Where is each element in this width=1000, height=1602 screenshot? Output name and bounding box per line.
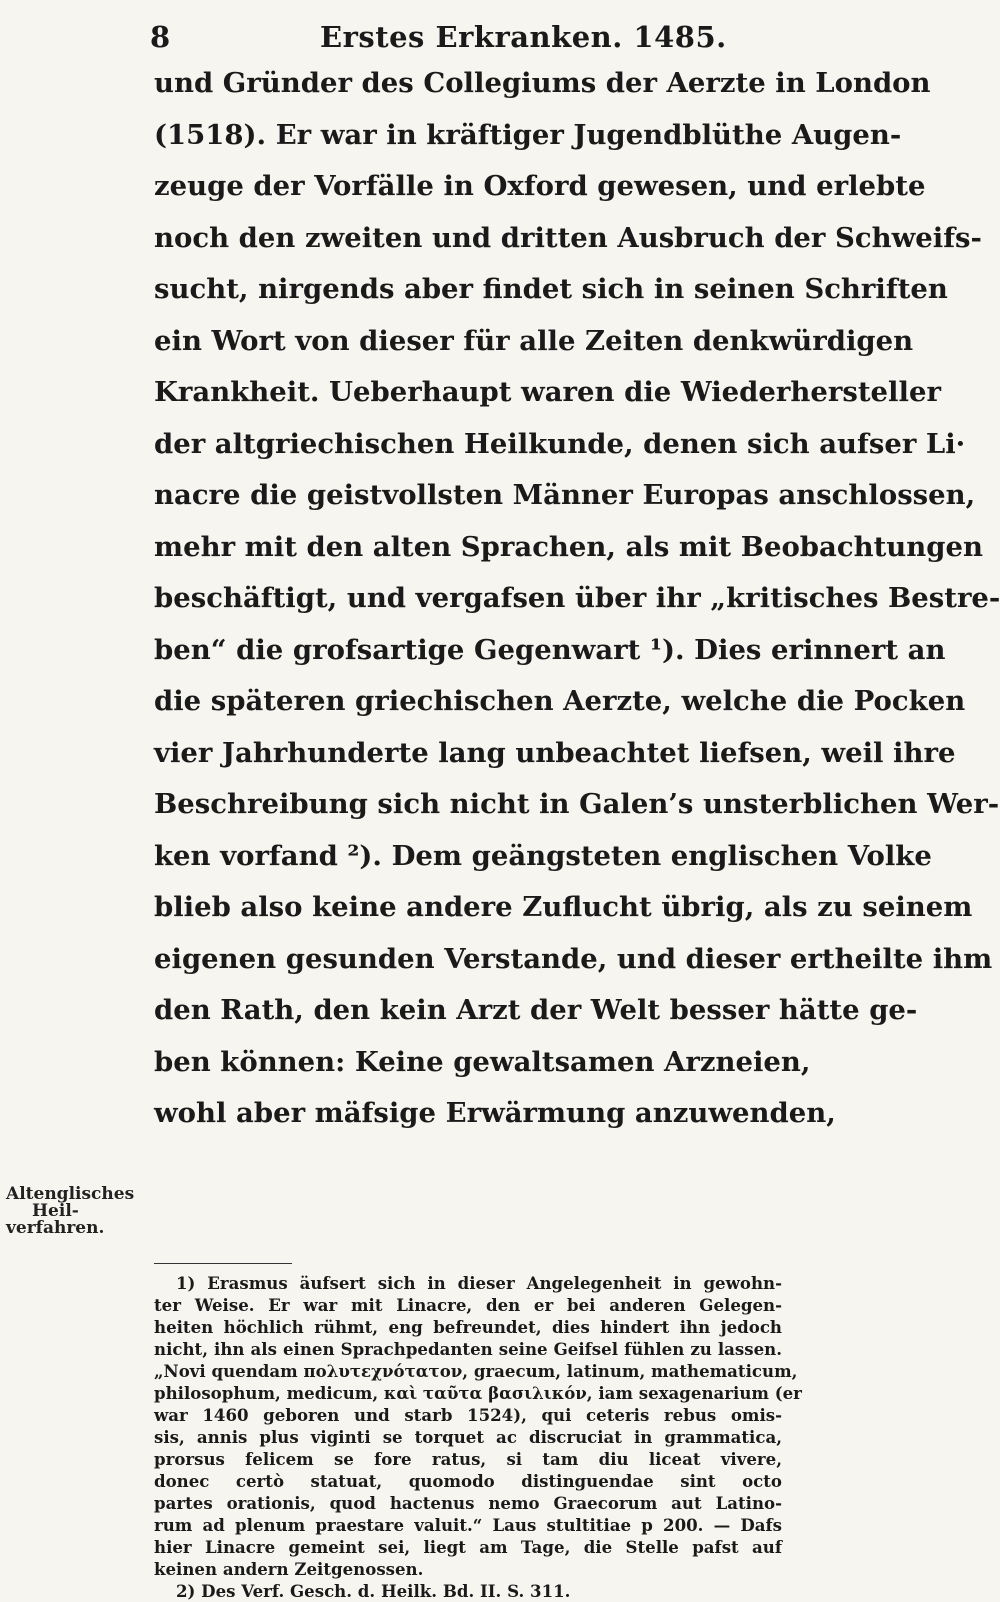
text-line: eigenen gesunden Verstande, und dieser ertheilte ihm — [154, 942, 993, 975]
margin-note-line: Heil- — [32, 1201, 79, 1221]
footnote-line: partes orationis, quod hactenus nemo Graecorum aut Latino- — [154, 1493, 782, 1513]
text-line: Krankheit. Ueberhaupt waren die Wiederhersteller — [154, 376, 941, 408]
footnote-line: rum ad plenum praestare valuit.“ Laus stultitiae p 200. — Dafs — [154, 1515, 782, 1535]
text-line: den Rath, den kein Arzt der Welt besser hätte ge- — [154, 994, 918, 1026]
running-title: Erstes Erkranken. 1485. — [320, 20, 727, 54]
footnote-line: 1) Erasmus äufsert sich in dieser Angelegenheit in gewohn- — [176, 1273, 782, 1293]
text-line: mehr mit den alten Sprachen, als mit Beobachtungen — [154, 530, 983, 563]
text-line: vier Jahrhunderte lang unbeachtet liefsen, weil ihre — [154, 736, 956, 769]
footnote-line: prorsus felicem se fore ratus, si tam diu liceat vivere, — [154, 1449, 782, 1469]
footnote-line: hier Linacre gemeint sei, liegt am Tage, die Stelle pafst auf — [154, 1537, 782, 1557]
text-line: Beschreibung sich nicht in Galen’s unsterblichen Wer- — [154, 788, 1000, 820]
text-line: zeuge der Vorfälle in Oxford gewesen, und erlebte — [154, 170, 926, 202]
footnote-line: heiten höchlich rühmt, eng befreundet, dies hindert ihn jedoch — [154, 1317, 782, 1337]
margin-note-line: verfahren. — [6, 1218, 105, 1238]
text-line: blieb also keine andere Zuflucht übrig, als zu seinem — [154, 891, 973, 923]
footnote-line: 2) Des Verf. Gesch. d. Heilk. Bd. II. S. 311. — [176, 1581, 571, 1601]
footnote-line: „Novi quendam πολυτεχνότατον, graecum, latinum, mathematicum, — [154, 1361, 798, 1381]
margin-note — [6, 1186, 156, 1237]
text-line: sucht, nirgends aber findet sich in seinen Schriften — [154, 273, 948, 305]
running-header — [150, 20, 727, 60]
text-line: und Gründer des Collegiums der Aerzte in London — [154, 67, 931, 99]
text-line: ben können: Keine gewaltsamen Arzneien, — [154, 1045, 811, 1078]
margin-note-line: Altenglisches — [6, 1184, 135, 1204]
text-line: wohl aber mäfsige Erwärmung anzuwenden, — [154, 1097, 836, 1129]
footnote-line: philosophum, medicum, καὶ ταῦτα βασιλικόν, iam sexagenarium (er — [154, 1383, 802, 1403]
footnote-line: ter Weise. Er war mit Linacre, den er bei anderen Gelegen- — [154, 1295, 782, 1315]
text-line: noch den zweiten und dritten Ausbruch der Schweifs- — [154, 221, 982, 254]
footnote-line: war 1460 geboren und starb 1524), qui ceteris rebus omis- — [154, 1405, 782, 1425]
text-line: die späteren griechischen Aerzte, welche die Pocken — [154, 685, 966, 717]
footnotes — [154, 1272, 802, 1602]
footnote-line: donec certò statuat, quomodo distinguendae sint octo — [154, 1471, 782, 1491]
text-line: ken vorfand ²). Dem geängsteten englischen Volke — [154, 839, 932, 872]
text-line: (1518). Er war in kräftiger Jugendblüthe Augen- — [154, 118, 902, 151]
text-line: nacre die geistvollsten Männer Europas anschlossen, — [154, 479, 976, 511]
text-line: ein Wort von dieser für alle Zeiten denkwürdigen — [154, 324, 914, 357]
page-number: 8 — [150, 20, 171, 54]
main-text — [154, 58, 1000, 1140]
text-line: beschäftigt, und vergafsen über ihr „kritisches Bestre- — [154, 582, 1000, 614]
text-line: ben“ die grofsartige Gegenwart ¹). Dies erinnert an — [154, 633, 946, 666]
footnote-line: keinen andern Zeitgenossen. — [154, 1559, 424, 1579]
footnote-divider — [154, 1263, 292, 1264]
footnote-line: nicht, ihn als einen Sprachpedanten seine Geifsel fühlen zu lassen. — [154, 1339, 782, 1359]
footnote-line: sis, annis plus viginti se torquet ac discruciat in grammatica, — [154, 1427, 782, 1447]
text-line: der altgriechischen Heilkunde, denen sich aufser Li· — [154, 427, 966, 460]
